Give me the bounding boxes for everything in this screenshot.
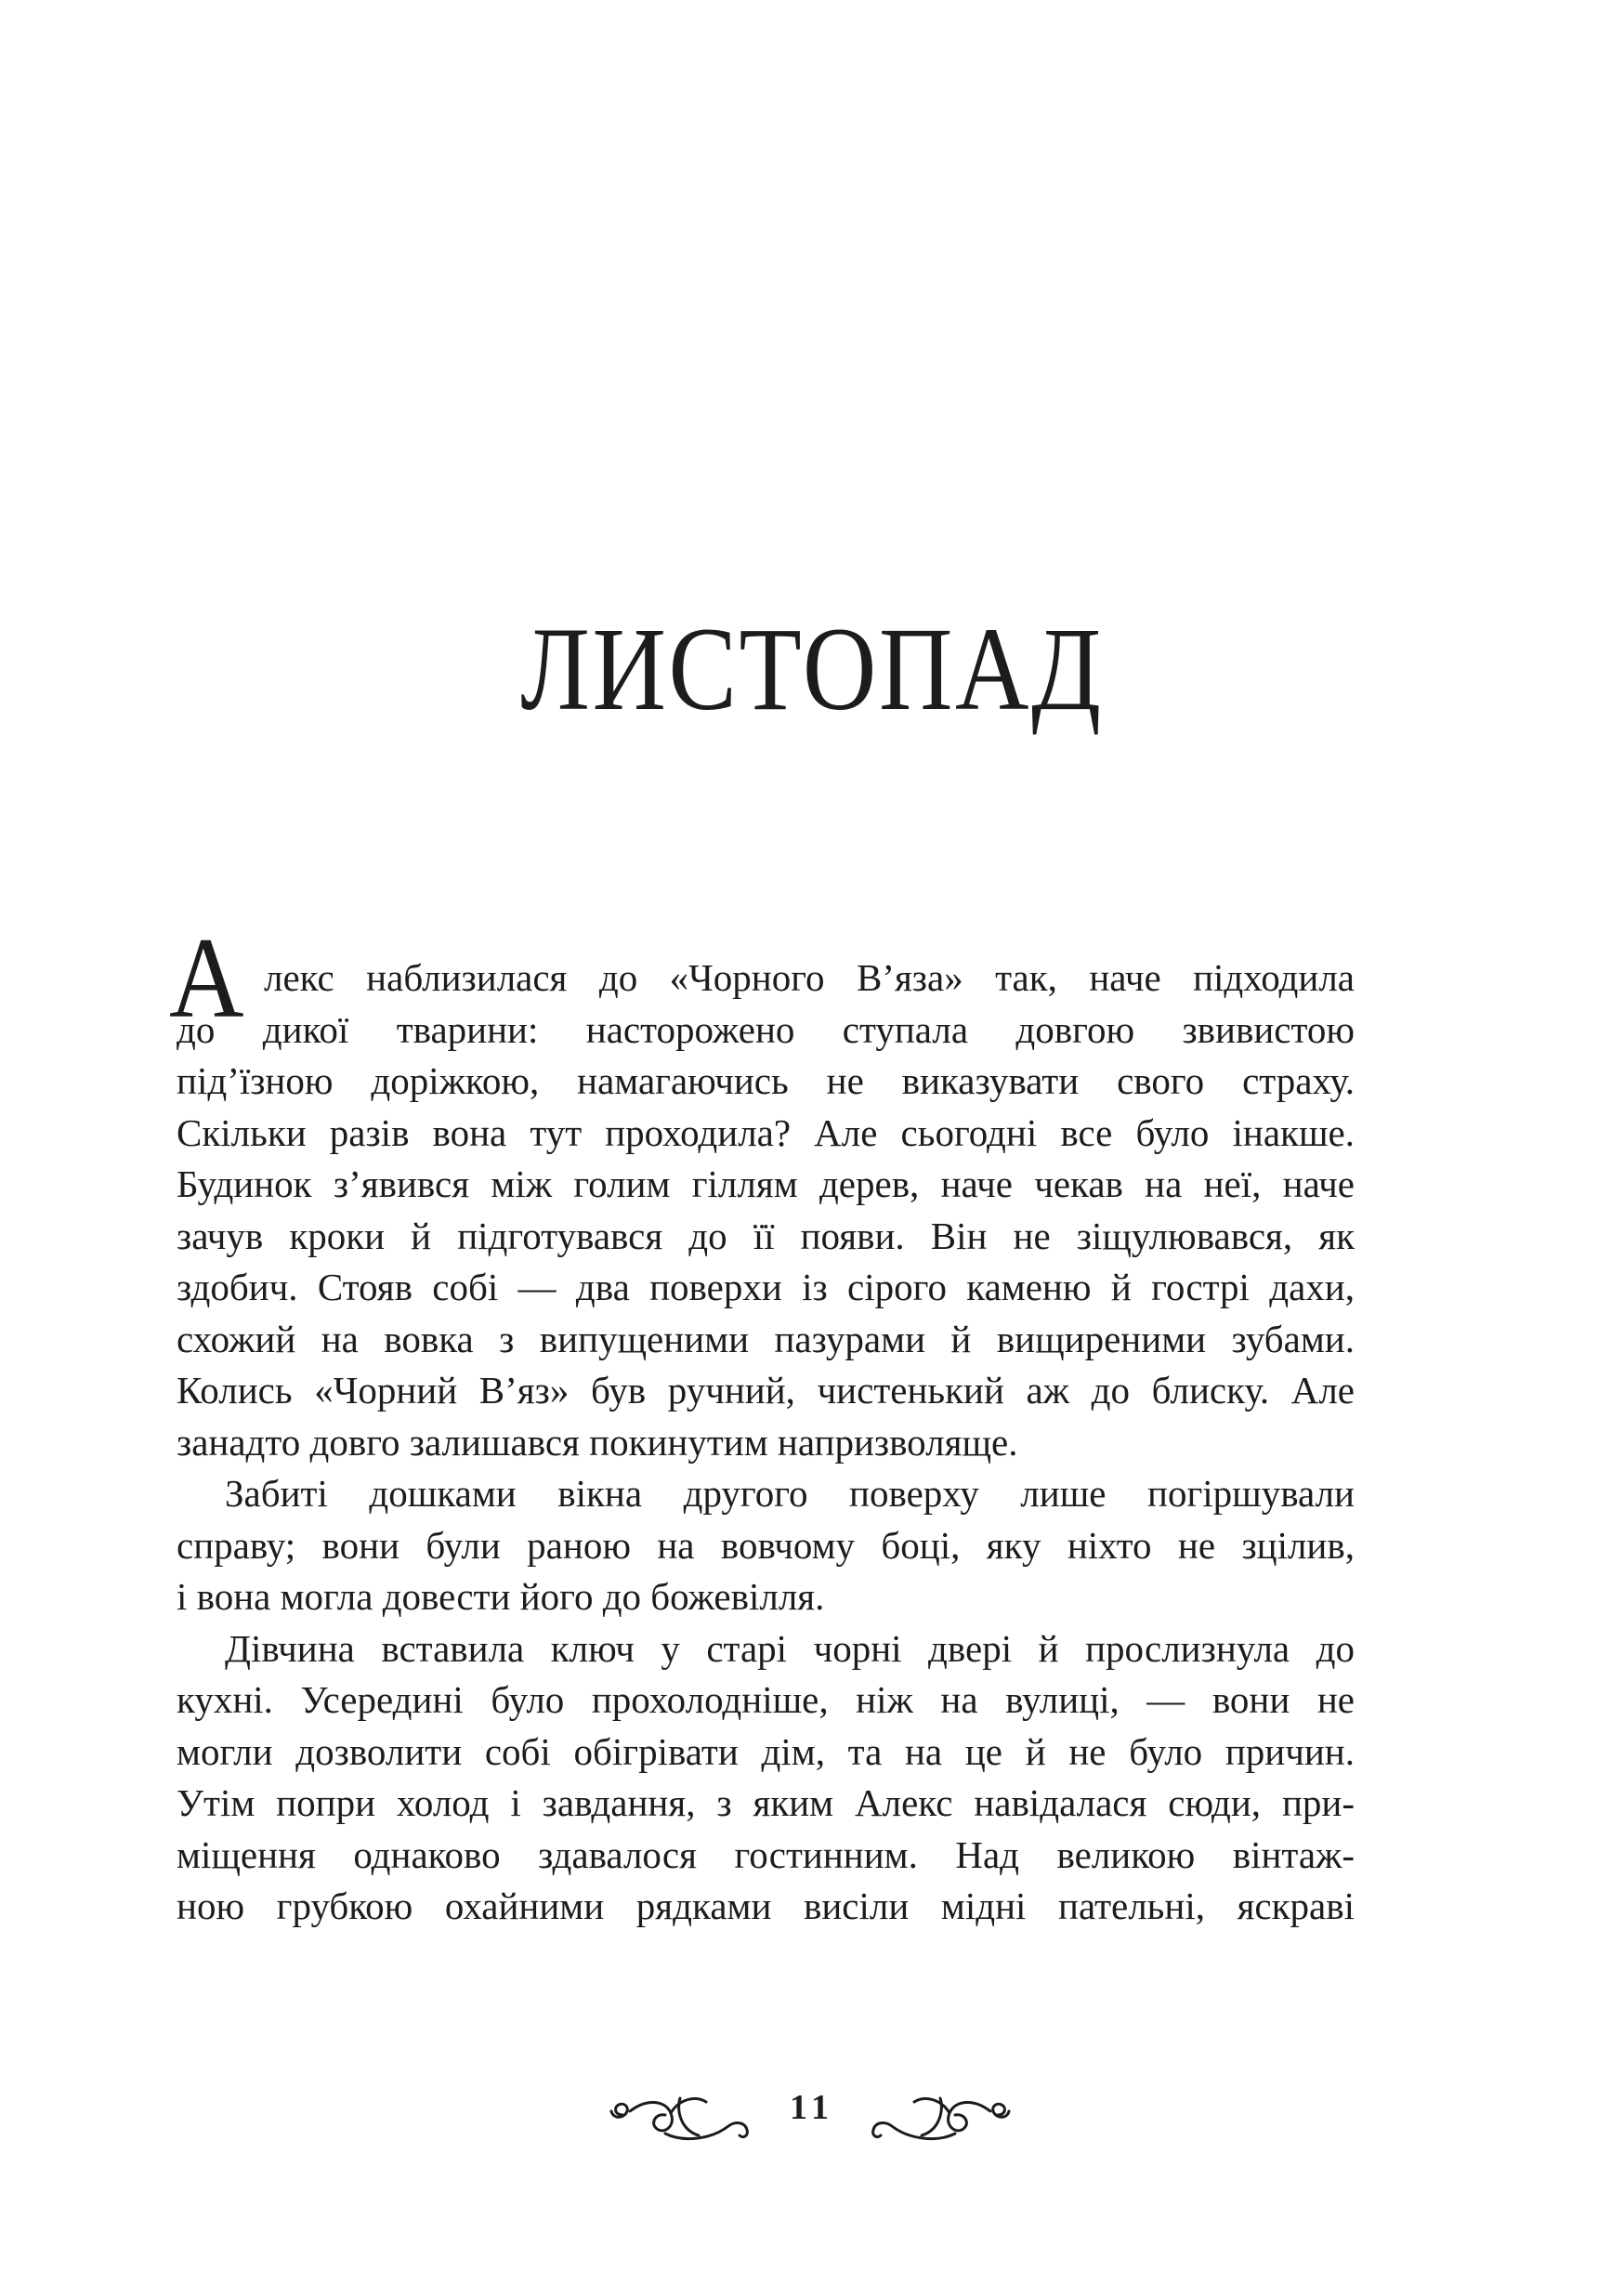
drop-cap: А [169,914,244,1042]
body-text [169,914,1355,1933]
text-line: під’їзною доріжкою, намагаючись не виказувати свого страху. [177,1059,1355,1102]
text-line: Будинок з’явився між голим гіллям дерев, наче чекав на неї, наче [177,1162,1355,1205]
text-line: Колись «Чорний В’яз» був ручний, чистенький аж до блиску. Але [177,1369,1355,1412]
text-line: міщення однаково здавалося гостинним. Над великою вінтаж- [177,1832,1355,1876]
text-line: Скільки разів вона тут проходила? Але сьогодні все було інакше. [177,1110,1355,1154]
text-line: схожий на вовка з випущеними пазурами й вищиреними зубами. [177,1317,1355,1360]
text-line: Дівчина вставила ключ у старі чорні двері й прослизнула до [225,1626,1355,1670]
text-line: кухні. Усередині було прохолодніше, ніж на вулиці, — вони не [177,1678,1355,1721]
text-line: Забиті дошками вікна другого поверху лише погіршували [225,1472,1355,1515]
chapter-title: ЛИСТОПАД [520,603,1104,735]
text-line: зачув кроки й підготувався до її появи. Він не зіщулювався, як [177,1214,1355,1257]
text-line: і вона могла довести його до божевілля. [177,1575,825,1618]
text-line: справу; вони були раною на вовчому боці, яку ніхто не зцілив, [177,1523,1355,1567]
paragraph-3 [177,1623,1355,1933]
page-footer [0,2082,1624,2156]
text-line: занадто довго залишався покинутим напризволяще. [177,1420,1018,1464]
page-number: 11 [790,2088,834,2127]
text-line: ною грубкою охайними рядками висіли мідні пательні, яскраві [177,1885,1355,1927]
paragraph-2 [177,1468,1355,1623]
text-line: Утім попри холод і завдання, з яким Алекс навідалася сюди, при- [177,1781,1355,1824]
paragraph-1 [169,914,1355,1468]
text-line: до дикої тварини: насторожено ступала довгою звивистою [177,1007,1355,1051]
text-line: здобич. Стояв собі — два поверхи із сірого каменю й гострі дахи, [177,1266,1355,1308]
text-line: могли дозволити собі обігрівати дім, та на це й не було причин. [177,1729,1355,1773]
text-line: лекс наблизилася до «Чорного В’яза» так, наче підходила [264,956,1355,999]
flourish-right-icon [816,2082,1011,2160]
